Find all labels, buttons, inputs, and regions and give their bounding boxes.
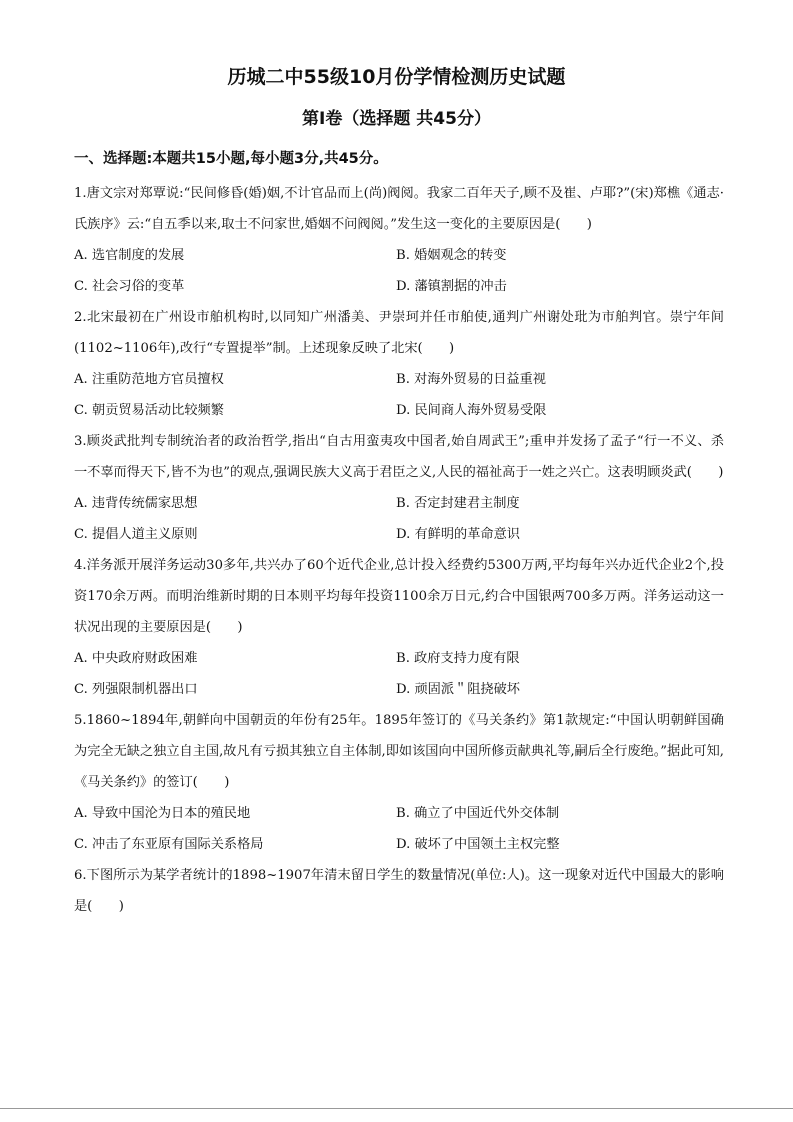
option-b: B. 政府支持力度有限 (396, 651, 520, 666)
option-a: A. 选官制度的发展 (74, 248, 185, 263)
option-d: D. 破坏了中国领土主权完整 (396, 837, 560, 852)
question-stem: 1.唐文宗对郑覃说:“民间修昏(婚)姻,不计官品而上(尚)阀阅。我家二百年天子,顾不及崔、卢耶?”(宋)郑樵《通志·氏族序》云:“自五季以来,取士不问家世,婚姻不问阀阅。”发生这一变化的主要原因是( ) (74, 186, 724, 232)
option-b: B. 否定封建君主制度 (396, 496, 520, 511)
option-d: D. 民间商人海外贸易受限 (396, 403, 547, 418)
option-b: B. 婚姻观念的转变 (396, 248, 507, 263)
question-3 (74, 426, 724, 550)
option-grid (74, 643, 724, 705)
option-a: A. 违背传统儒家思想 (74, 496, 198, 511)
option-grid (74, 240, 724, 302)
option-d: D. 藩镇割据的冲击 (396, 279, 507, 294)
question-stem: 6.下图所示为某学者统计的1898~1907年清末留日学生的数量情况(单位:人)。这一现象对近代中国最大的影响是( ) (74, 868, 724, 914)
question-stem: 4.洋务派开展洋务运动30多年,共兴办了60个近代企业,总计投入经费约5300万两,平均每年兴办近代企业2个,投资170余万两。而明治维新时期的日本则平均每年投资1100余万日元,约合中国银两700多万两。洋务运动这一状况出现的主要原因是( ) (74, 558, 724, 635)
option-c: C. 社会习俗的变革 (74, 279, 185, 294)
question-4 (74, 550, 724, 705)
option-grid (74, 798, 724, 860)
question-stem: 5.1860~1894年,朝鲜向中国朝贡的年份有25年。1895年签订的《马关条约》第1款规定:“中国认明朝鲜国确为完全无缺之独立自主国,故凡有亏损其独立自主体制,即如该国向中国所修贡献典礼等,嗣后全行废绝。”据此可知,《马关条约》的签订( ) (74, 713, 724, 790)
option-d: D. 有鲜明的革命意识 (396, 527, 520, 542)
option-b: B. 确立了中国近代外交体制 (396, 806, 560, 821)
option-a: A. 注重防范地方官员擅权 (74, 372, 224, 387)
exam-title: 历城二中55级10月份学情检测历史试题 (227, 66, 566, 88)
question-5 (74, 705, 724, 860)
option-b: B. 对海外贸易的日益重视 (396, 372, 546, 387)
option-c: C. 朝贡贸易活动比较频繁 (74, 403, 224, 418)
option-a: A. 导致中国沦为日本的殖民地 (74, 806, 251, 821)
option-a: A. 中央政府财政困难 (74, 651, 198, 666)
option-c: C. 列强限制机器出口 (74, 682, 198, 697)
option-grid (74, 488, 724, 550)
question-1 (74, 178, 724, 302)
option-c: C. 提倡人道主义原则 (74, 527, 198, 542)
page-bottom-rule (0, 1108, 793, 1109)
paper-subtitle: 第Ⅰ卷（选择题 共45分） (302, 109, 491, 129)
question-list (74, 178, 724, 922)
section-heading: 一、选择题:本题共15小题,每小题3分,共45分。 (74, 151, 388, 167)
option-c: C. 冲击了东亚原有国际关系格局 (74, 837, 264, 852)
question-stem: 2.北宋最初在广州设市舶机构时,以同知广州潘美、尹崇珂并任市舶使,通判广州谢处玭为市舶判官。崇宁年间(1102~1106年),改行“专置提举”制。上述现象反映了北宋( ) (74, 310, 724, 356)
question-2 (74, 302, 724, 426)
question-stem: 3.顾炎武批判专制统治者的政治哲学,指出“自古用蛮夷攻中国者,始自周武王”;重申并发扬了孟子“行一不义、杀一不辜而得天下,皆不为也”的观点,强调民族大义高于君臣之义,人民的福祉高于一姓之兴亡。这表明顾炎武( ) (74, 434, 724, 480)
option-grid (74, 364, 724, 426)
question-6 (74, 860, 724, 922)
option-d: D. 顽固派＂阻挠破坏 (396, 682, 520, 697)
